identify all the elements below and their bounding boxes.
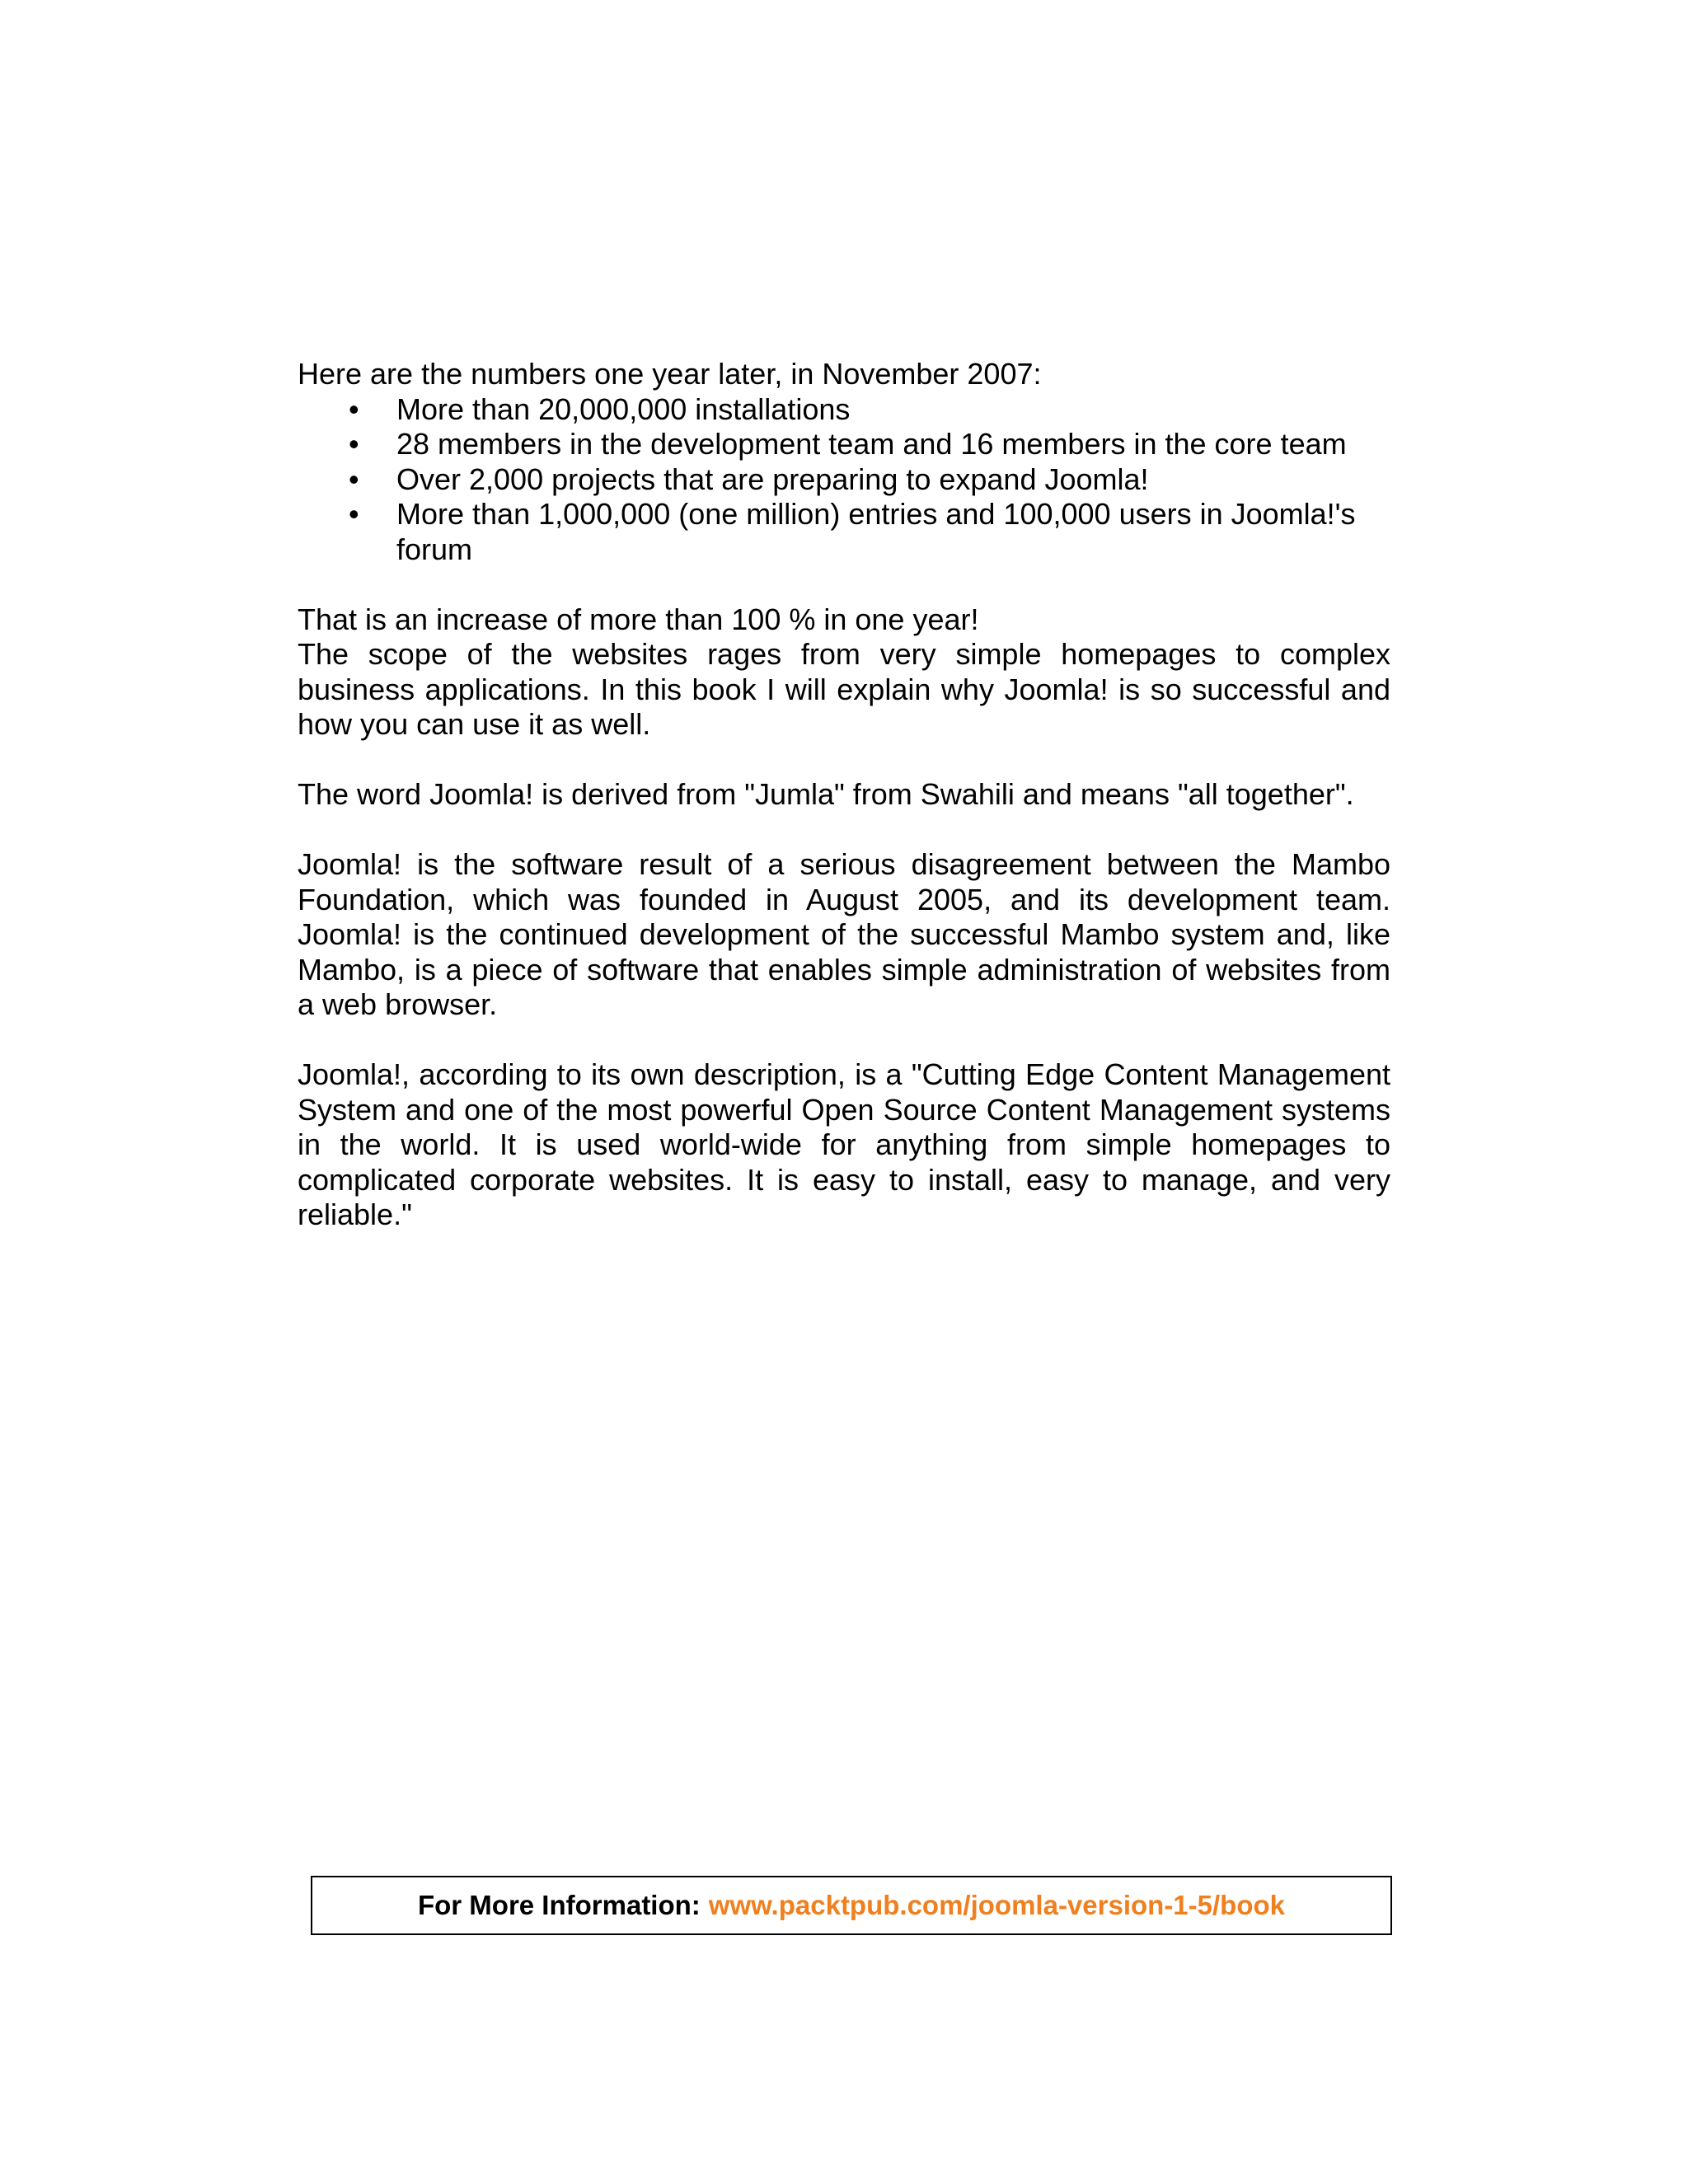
list-item-text: More than 1,000,000 (one million) entries and 100,000 users in Joomla!'s forum <box>396 497 1356 566</box>
paragraph-gap <box>298 813 1390 848</box>
list-item-text: Over 2,000 projects that are preparing to expand Joomla! <box>396 462 1149 496</box>
bullet-icon: • <box>349 391 359 426</box>
more-information-box <box>311 1876 1392 1935</box>
more-information-label: For More Information: <box>417 1890 701 1920</box>
increase-paragraph: That is an increase of more than 100 % in one year! <box>298 602 979 636</box>
paragraph-gap <box>298 743 1390 778</box>
list-item <box>298 427 1390 462</box>
list-item-text: More than 20,000,000 installations <box>396 391 851 426</box>
list-item-text: 28 members in the development team and 16 members in the core team <box>396 427 1347 461</box>
list-item <box>298 497 1390 567</box>
list-item <box>298 462 1390 498</box>
bullet-icon: • <box>349 497 359 531</box>
description-paragraph: Joomla!, according to its own description, is a "Cutting Edge Content Management System and one of the most powerful Open Source Content Management systems in the world. It is used world-wide for anything from simple homepages to complicated corporate websites. It is easy to install, easy to manage, and very reliable." <box>298 1057 1390 1231</box>
bullet-icon: • <box>349 462 359 496</box>
paragraph-gap <box>298 567 1390 602</box>
paragraph-gap <box>298 1023 1390 1058</box>
more-information-link[interactable]: www.packtpub.com/joomla-version-1-5/book <box>708 1890 1286 1920</box>
stats-list <box>298 392 1390 568</box>
scope-paragraph: The scope of the websites rages from very simple homepages to complex business applications. In this book I will explain why Joomla! is so successful and how you can use it as well. <box>298 637 1390 741</box>
intro-paragraph: Here are the numbers one year later, in November 2007: <box>298 357 1042 391</box>
word-origin-paragraph: The word Joomla! is derived from "Jumla" from Swahili and means "all together". <box>298 777 1354 811</box>
page-content <box>298 357 1390 1233</box>
bullet-icon: • <box>349 427 359 461</box>
history-paragraph: Joomla! is the software result of a serious disagreement between the Mambo Foundation, which was founded in August 2005, and its development team. Joomla! is the continued development of the successful Mambo system and, like Mambo, is a piece of software that enables simple administration of websites from a web browser. <box>298 847 1390 1021</box>
list-item <box>298 392 1390 428</box>
